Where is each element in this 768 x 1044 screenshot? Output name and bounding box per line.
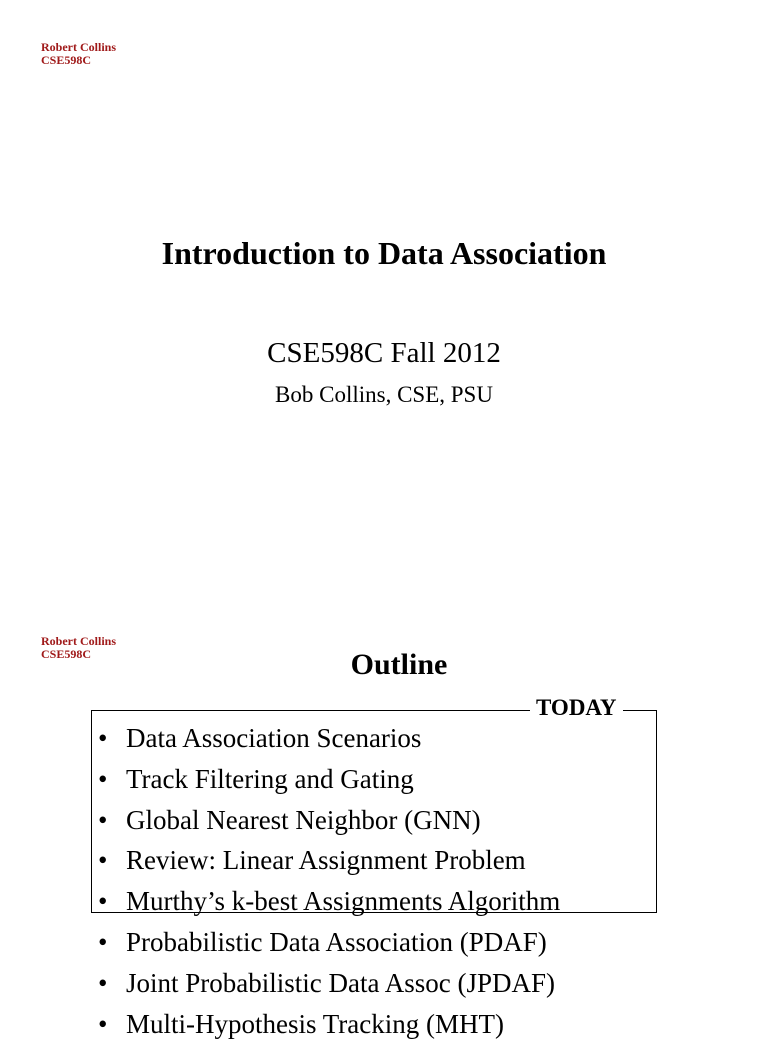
outline-item-text: Joint Probabilistic Data Assoc (JPDAF): [126, 967, 555, 998]
outline-item-text: Global Nearest Neighbor (GNN): [126, 804, 481, 835]
outline-item-text: Data Association Scenarios: [126, 723, 422, 753]
list-item: [98, 800, 560, 841]
bullet-icon: •: [98, 845, 108, 876]
list-item: [98, 963, 560, 1004]
presentation-title: Introduction to Data Association: [161, 235, 607, 271]
bullet-icon: •: [98, 804, 108, 835]
list-item: [98, 881, 560, 922]
author-affiliation: Bob Collins, CSE, PSU: [275, 382, 493, 407]
list-item: [98, 759, 560, 800]
bullet-icon: •: [98, 967, 108, 998]
bullet-icon: •: [98, 926, 108, 957]
header-course-code: CSE598C: [41, 647, 92, 661]
list-item: [98, 840, 560, 881]
outline-list: [98, 718, 560, 1044]
header-author-name: Robert Collins: [41, 634, 116, 648]
outline-item-text: Murthy’s k-best Assignments Algorithm: [126, 886, 561, 917]
outline-slide: [0, 590, 768, 1039]
outline-item-text: Multi-Hypothesis Tracking (MHT): [126, 1008, 504, 1039]
header-course-code: CSE598C: [41, 53, 92, 67]
header-author-name: Robert Collins: [41, 40, 116, 54]
outline-item-text: Review: Linear Assignment Problem: [126, 845, 526, 876]
outline-item-text: Probabilistic Data Association (PDAF): [126, 926, 547, 957]
list-item: [98, 922, 560, 963]
bullet-icon: •: [98, 886, 108, 917]
outline-item-text: Track Filtering and Gating: [126, 763, 414, 794]
outline-title: Outline: [350, 648, 448, 681]
slide-header: [41, 41, 116, 67]
bullet-icon: •: [98, 723, 108, 753]
course-term: CSE598C Fall 2012: [267, 337, 501, 369]
list-item: [98, 718, 560, 759]
bullet-icon: •: [98, 1008, 108, 1039]
bullet-icon: •: [98, 763, 108, 794]
today-label: TODAY: [530, 693, 623, 723]
